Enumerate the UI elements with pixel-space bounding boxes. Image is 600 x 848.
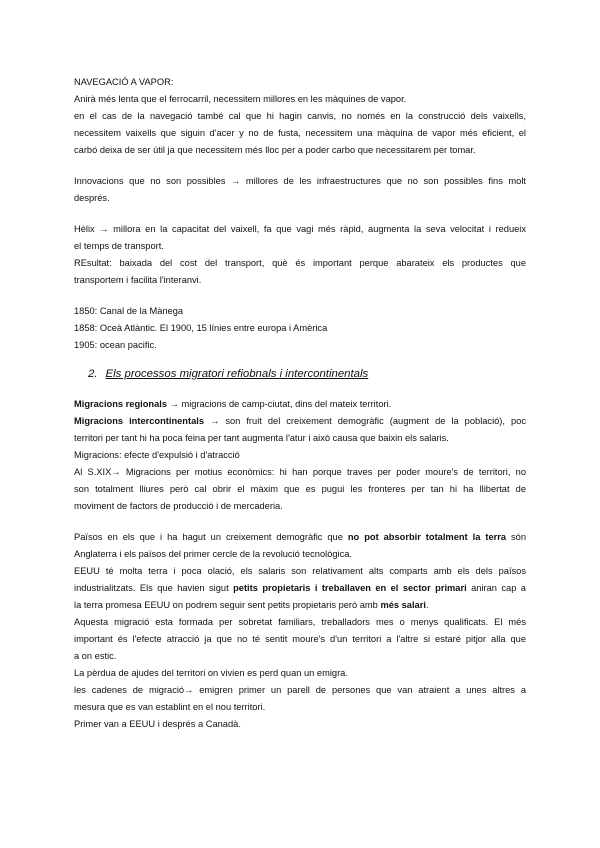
bold-term: Migracions intercontinentals [74,416,204,426]
bold-phrase: petits propietaris i treballaven en el sector primari [233,583,467,593]
paragraph-line: territori per tant hi ha poca feina per tant augmenta l'atur i això causa que baixin els salaris. [74,433,449,443]
text-run: aniran cap a [466,583,526,593]
text-run: són [506,532,526,542]
text-run: → son fruit del creixement demogràfic (augment de la població), poc [204,416,526,426]
paragraph-line: moviment de factors de producció i de mercaderia. [74,501,283,511]
paragraph-line [74,396,526,413]
paragraph-line: Al S.XIX→ Migracions per motius econòmics: hi han porque traves per poder moure's de territori, no [74,467,526,477]
paragraph-line: Anirà més lenta que el ferrocarril, necessitem millores en les màquines de vapor. [74,94,407,104]
section-heading [74,364,526,384]
paragraph-line: les cadenes de migració→ emigren primer un parell de persones que van atraient a unes altres a [74,685,526,695]
paragraph-line: Innovacions que no son possibles → millores de les infraestructures que no son possibles fins molt [74,176,526,186]
paragraph-line: Hèlix → millora en la capacitat del vaixell, fa que vagi més ràpid, augmenta la seva velocitat i redueix [74,224,526,234]
bold-phrase: més salari [380,600,426,610]
paragraph-line: a on estic. [74,651,117,661]
date-entry: 1850: Canal de la Mànega [74,306,184,316]
bold-term: Migracions regionals [74,399,167,409]
paragraph-line: després. [74,193,110,203]
paragraph-line: REsultat: baixada del cost del transport, què és important perque abarateix els productes que [74,258,526,268]
paragraph-line: transportem i facilita l'interanvi. [74,275,202,285]
paragraph-line: Anglaterra i els països del primer cercle de la revolució tecnològica. [74,549,353,559]
section-title: NAVEGACIÓ A VAPOR: [74,77,174,87]
paragraph-line: La pèrdua de ajudes del territori on vivien es perd quan un emigra. [74,668,348,678]
paragraph-line: Primer van a EEUU i després a Canadà. [74,719,241,729]
bold-phrase: no pot absorbir totalment la terra [347,532,507,542]
paragraph-line: carbó deixa de ser útil ja que necessitem més lloc per a poder carbo que necessitarem per tomar. [74,145,476,155]
paragraph-line: mesura que es van establint en el nou territori. [74,702,266,712]
paragraph-line: important és l'efecte atracció ja que no té sentit moure's d'un territori a l'altre si estaré pitjor alla que [74,634,526,644]
paragraph-line [74,529,526,546]
paragraph-line: Migracions: efecte d'expulsió i d'atracció [74,450,240,460]
text-run: → migracions de camp-ciutat, dins del mateix territori. [167,399,392,409]
paragraph-line [74,413,526,430]
text-run: industrialitzats. Els que havien sigut [74,583,234,593]
text-run: . [425,600,429,610]
paragraph-line: son totalment lliures però cal obrir el màxim que es pugui les fronteres per tan hi ha llibertat de [74,484,526,494]
paragraph-line: el temps de transport. [74,241,164,251]
date-entry: 1905: ocean pacific. [74,340,157,350]
heading-text: Els processos migratori refiobnals i intercontinentals [105,368,369,380]
heading-number: 2. [88,368,98,380]
paragraph-line [74,580,526,597]
date-entry: 1858: Oceà Atlàntic. El 1900, 15 línies entre europa i Amèrica [74,323,328,333]
paragraph-line: Aquesta migració esta formada per sobretat familiars, treballadors mes o menys qualificats. El més [74,617,526,627]
document-page [74,74,526,733]
paragraph-line: necessitem vaixells que siguin d'acer y no de fusta, necessitem una màquina de vapor més eficient, el [74,128,526,138]
text-run: Països en els que i ha hagut un creixement demogràfic que [74,532,348,542]
text-run: la terra promesa EEUU on podrem seguir sent petits propietaris però amb [74,600,381,610]
paragraph-line: EEUU té molta terra i poca olació, els salaris son relativament alts comparts amb els dels països [74,566,526,576]
paragraph-line: en el cas de la navegació també cal que hi hagin canvis, no només en la construcció dels vaixells, [74,111,526,121]
paragraph-line [74,597,526,614]
